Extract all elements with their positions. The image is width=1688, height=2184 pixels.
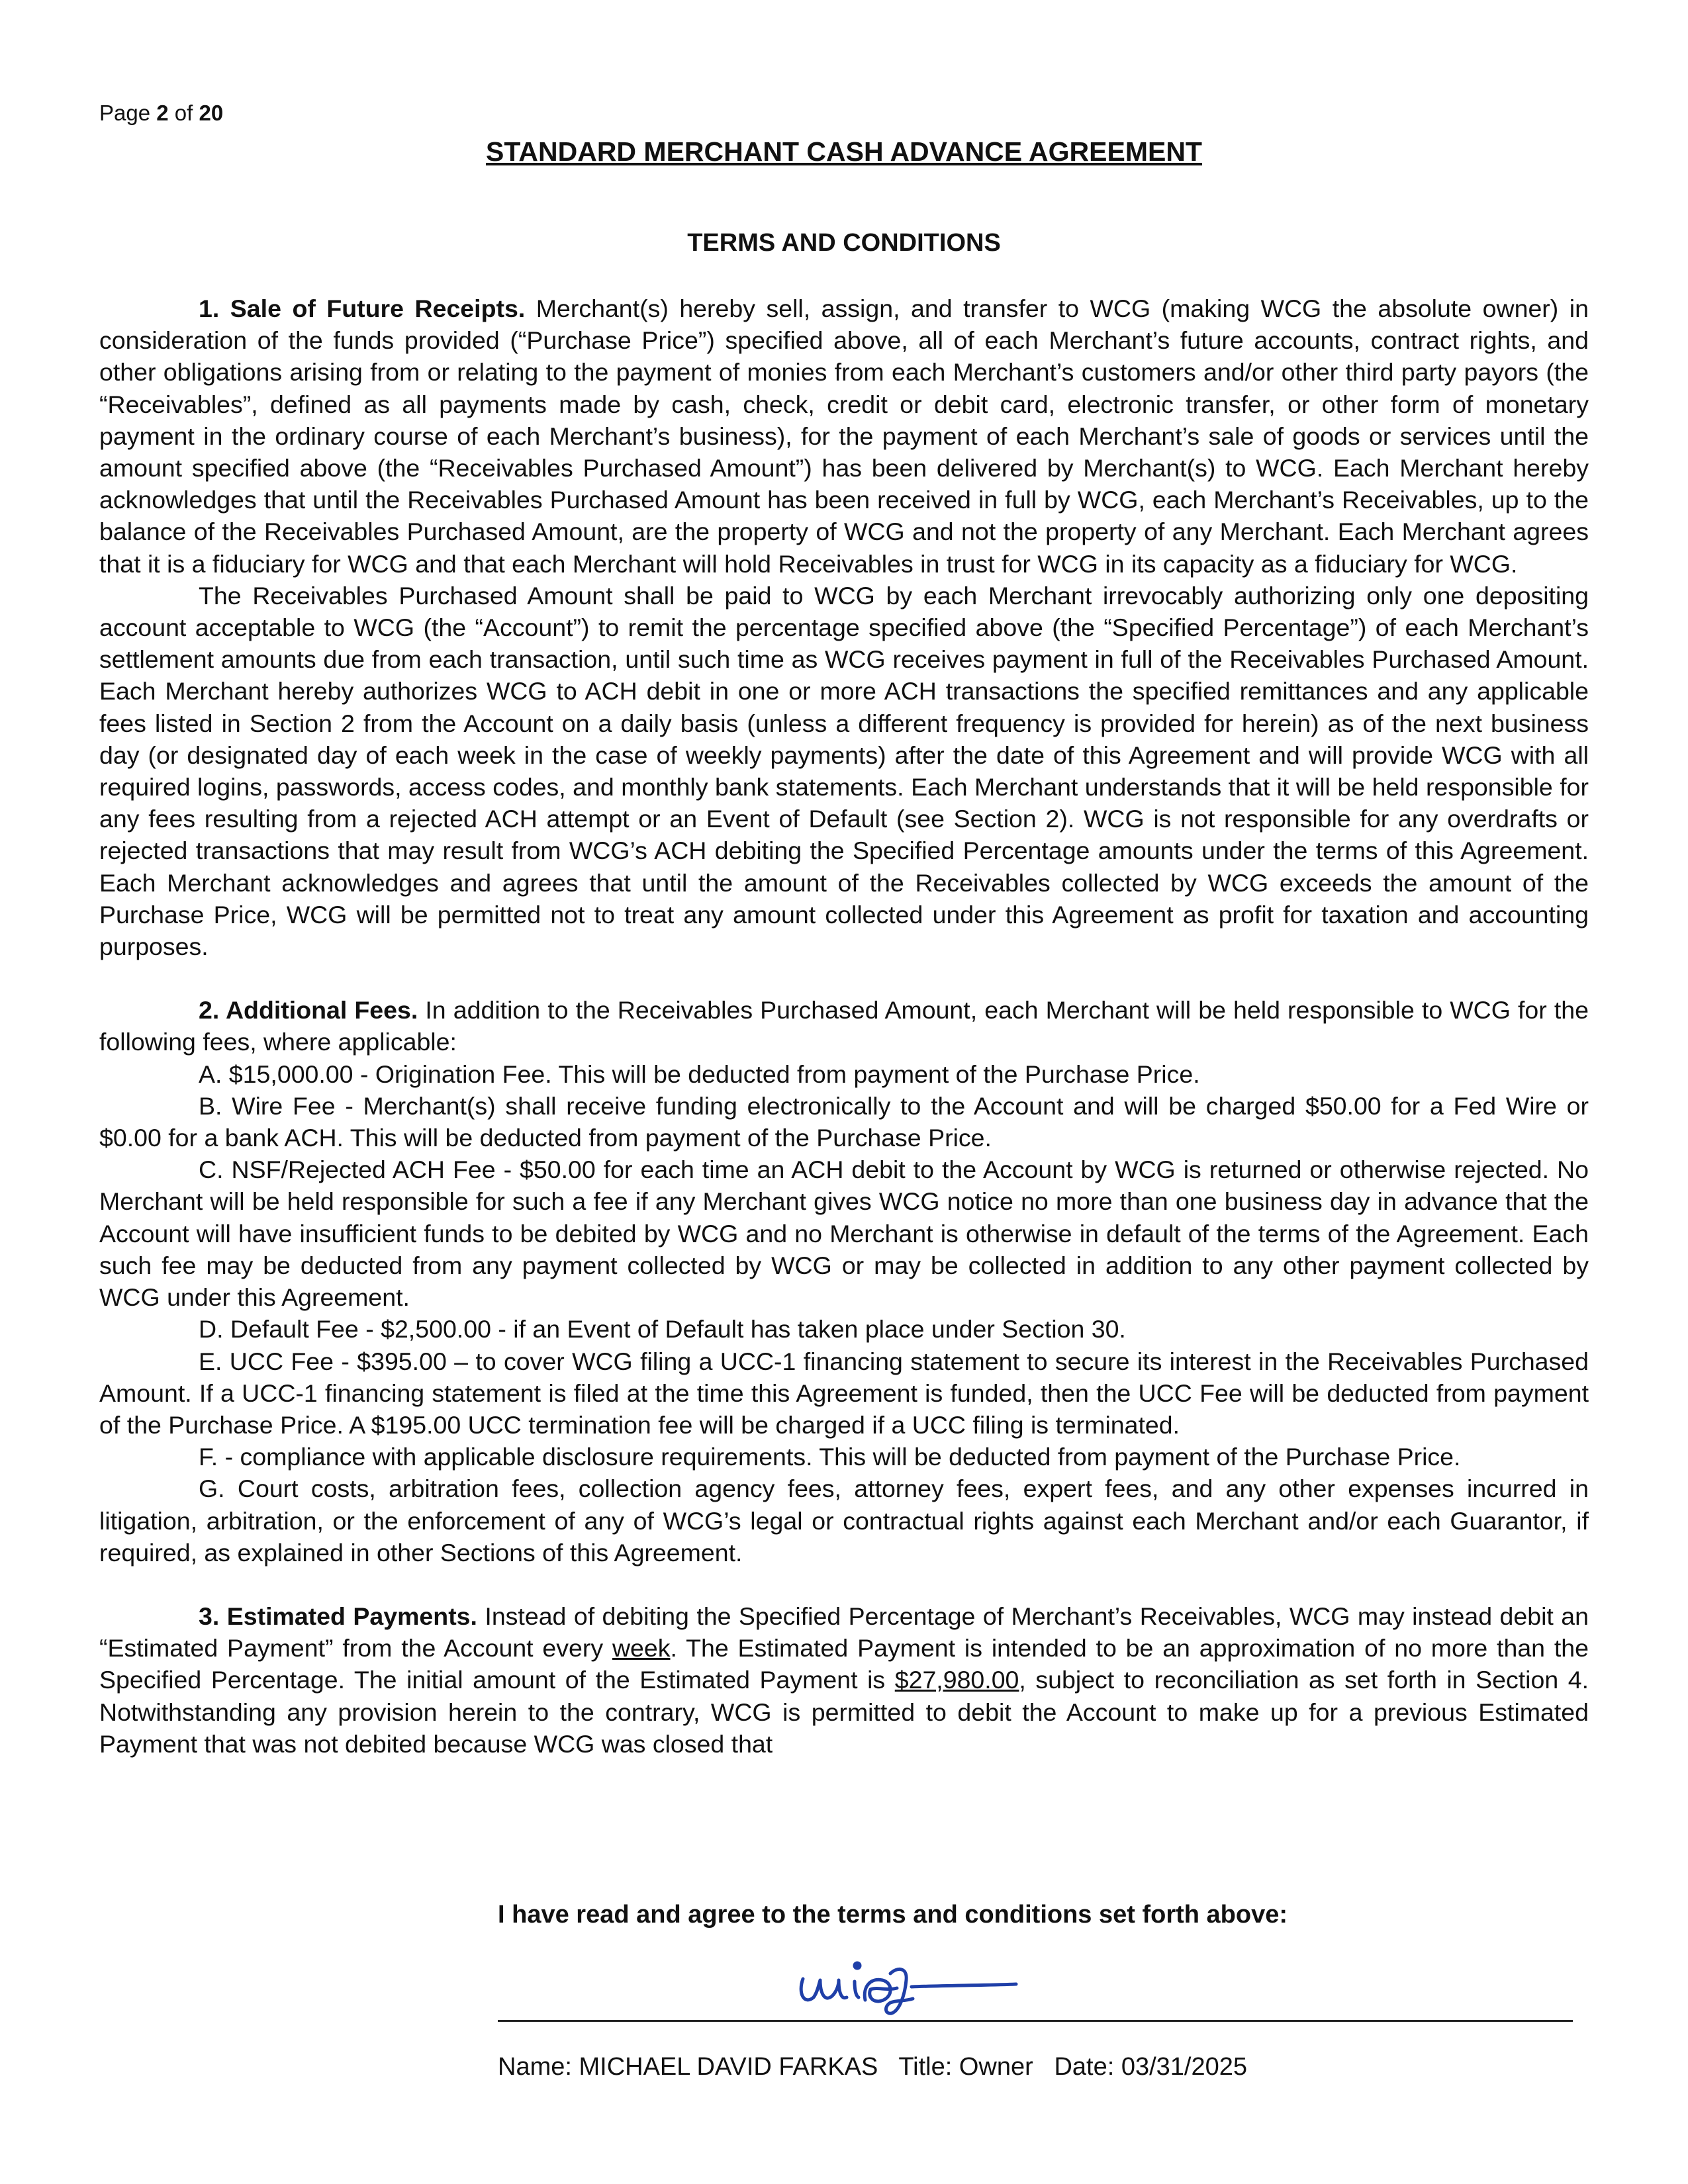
- section-title: TERMS AND CONDITIONS: [687, 229, 1001, 257]
- clause-2-item-a: A. $15,000.00 - Origination Fee. This will be deducted from payment of the Purchase Price.: [199, 1060, 1200, 1088]
- title-label: Title:: [878, 2053, 959, 2081]
- clause-2-item-g: G. Court costs, arbitration fees, collection agency fees, attorney fees, expert fees, and any other expenses incurred in litigation, arbitration, or the enforcement of any of WCG’s legal or contractual rights against each Merchant and/or each Guarantor, if required, as explained in other Sections of this Agreement.: [99, 1475, 1589, 1567]
- clause-3-text-1: Instead of debiting the Specified Percentage of Merchant’s Receivables, WCG may instead debit an “Estimated Payment” from the Account every: [99, 1602, 1589, 1662]
- clause-3: [99, 1600, 1589, 1760]
- clause-3-text-3: , subject to reconciliation as set forth in Section 4. Notwithstanding any provision herein to the contrary, WCG is permitted to debit the Account to make up for a previous Estimated Payment that was not debited because WCG was closed that: [99, 1666, 1589, 1758]
- agreement-statement: I have read and agree to the terms and conditions set forth above:: [498, 1901, 1288, 1929]
- name-label: Name:: [498, 2053, 579, 2081]
- clause-2-item-e: E. UCC Fee - $395.00 – to cover WCG filing a UCC-1 financing statement to secure its interest in the Receivables Purchased Amount. If a UCC-1 financing statement is filed at the time this Agreement is funded, then the UCC Fee will be deducted from payment of the Purchase Price. A $195.00 UCC termination fee will be charged if a UCC filing is terminated.: [99, 1347, 1589, 1439]
- clause-2-item-c: C. NSF/Rejected ACH Fee - $50.00 for each time an ACH debit to the Account by WCG is returned or otherwise rejected. No Merchant will be held responsible for such a fee if any Merchant gives WCG notice no more than one business day in advance that the Account will have insufficient funds to be debited by WCG and no Merchant is otherwise in default of the terms of the Agreement. Each such fee may be deducted from any payment collected by WCG or may be collected in addition to any other payment collected by WCG under this Agreement.: [99, 1156, 1589, 1312]
- clause-2: [99, 994, 1589, 1058]
- page-of: of: [168, 101, 199, 125]
- page-current: 2: [156, 101, 169, 125]
- clause-1: [99, 293, 1589, 580]
- clause-2-item-b: B. Wire Fee - Merchant(s) shall receive funding electronically to the Account and will be charged $50.00 for a Fed Wire or $0.00 for a bank ACH. This will be deducted from payment of the Purchase Price.: [99, 1091, 1589, 1152]
- payment-frequency: week: [612, 1634, 671, 1662]
- clause-2-text: In addition to the Receivables Purchased Amount, each Merchant will be held responsible to WCG for the following fees, where applicable:: [99, 996, 1589, 1056]
- page-total: 20: [199, 101, 224, 125]
- clause-2-heading: 2. Additional Fees.: [199, 996, 418, 1024]
- estimated-payment-amount: $27,980.00: [894, 1666, 1019, 1694]
- page-number: [99, 101, 223, 126]
- clause-2-item-d: D. Default Fee - $2,500.00 - if an Event of Default has taken place under Section 30.: [199, 1315, 1126, 1343]
- signatory-title: Owner: [959, 2053, 1033, 2081]
- clause-1-paragraph-2: The Receivables Purchased Amount shall be paid to WCG by each Merchant irrevocably authorizing only one depositing account acceptable to WCG (the “Account”) to remit the percentage specified above (the “Specified Percentage”) of each Merchant’s settlement amounts due from each transaction, until such time as WCG receives payment in full of the Receivables Purchased Amount. Each Merchant hereby authorizes WCG to ACH debit in one or more ACH transactions the specified remittances and any applicable fees listed in Section 2 from the Account on a daily basis (unless a different frequency is provided for herein) as of the next business day (or designated day of each week in the case of weekly payments) after the date of this Agreement and will provide WCG with all required logins, passwords, access codes, and monthly bank statements. Each Merchant understands that it will be held responsible for any fees resulting from a rejected ACH attempt or an Event of Default (see Section 2). WCG is not responsible for any overdrafts or rejected transactions that may result from WCG’s ACH debiting the Specified Percentage amounts under the terms of this Agreement. Each Merchant acknowledges and agrees that until the amount of the Receivables collected by WCG exceeds the amount of the Purchase Price, WCG will be permitted not to treat any amount collected under this Agreement as profit for taxation and accounting purposes.: [99, 581, 1589, 961]
- signature-ink: [791, 1954, 1036, 2020]
- signatory-name: MICHAEL DAVID FARKAS: [579, 2053, 878, 2081]
- clause-1-text: Merchant(s) hereby sell, assign, and transfer to WCG (making WCG the absolute owner) in consideration of the funds provided (“Purchase Price”) specified above, all of each Merchant’s future accounts, contract rights, and other obligations arising from or relating to the payment of monies from each Merchant’s customers and/or other third party payors (the “Receivables”, defined as all payments made by cash, check, credit or debit card, electronic transfer, or other form of monetary payment in the ordinary course of each Merchant’s business), for the payment of each Merchant’s sale of goods or services until the amount specified above (the “Receivables Purchased Amount”) has been delivered by Merchant(s) to WCG. Each Merchant hereby acknowledges that until the Receivables Purchased Amount has been received in full by WCG, each Merchant’s Receivables, up to the balance of the Receivables Purchased Amount, are the property of WCG and not the property of any Merchant. Each Merchant agrees that it is a fiduciary for WCG and that each Merchant will hold Receivables in trust for WCG in its capacity as a fiduciary for WCG.: [99, 295, 1589, 578]
- signature-line: [498, 2020, 1573, 2022]
- clause-2-item-f: F. - compliance with applicable disclosure requirements. This will be deducted from payment of the Purchase Price.: [199, 1443, 1461, 1471]
- signature-date: 03/31/2025: [1121, 2053, 1248, 2081]
- document-body: [99, 293, 1589, 1760]
- signatory-info: [498, 2053, 1247, 2081]
- date-label: Date:: [1033, 2053, 1121, 2081]
- signature: [791, 1954, 1036, 2020]
- clause-1-heading: 1. Sale of Future Receipts.: [199, 295, 526, 322]
- clause-3-heading: 3. Estimated Payments.: [199, 1602, 477, 1630]
- document-title: STANDARD MERCHANT CASH ADVANCE AGREEMENT: [486, 136, 1202, 167]
- page-prefix: Page: [99, 101, 157, 125]
- clause-3-text-2: . The Estimated Payment is intended to be an approximation of no more than the Specified Percentage. The initial amount of the Estimated Payment is: [99, 1634, 1589, 1694]
